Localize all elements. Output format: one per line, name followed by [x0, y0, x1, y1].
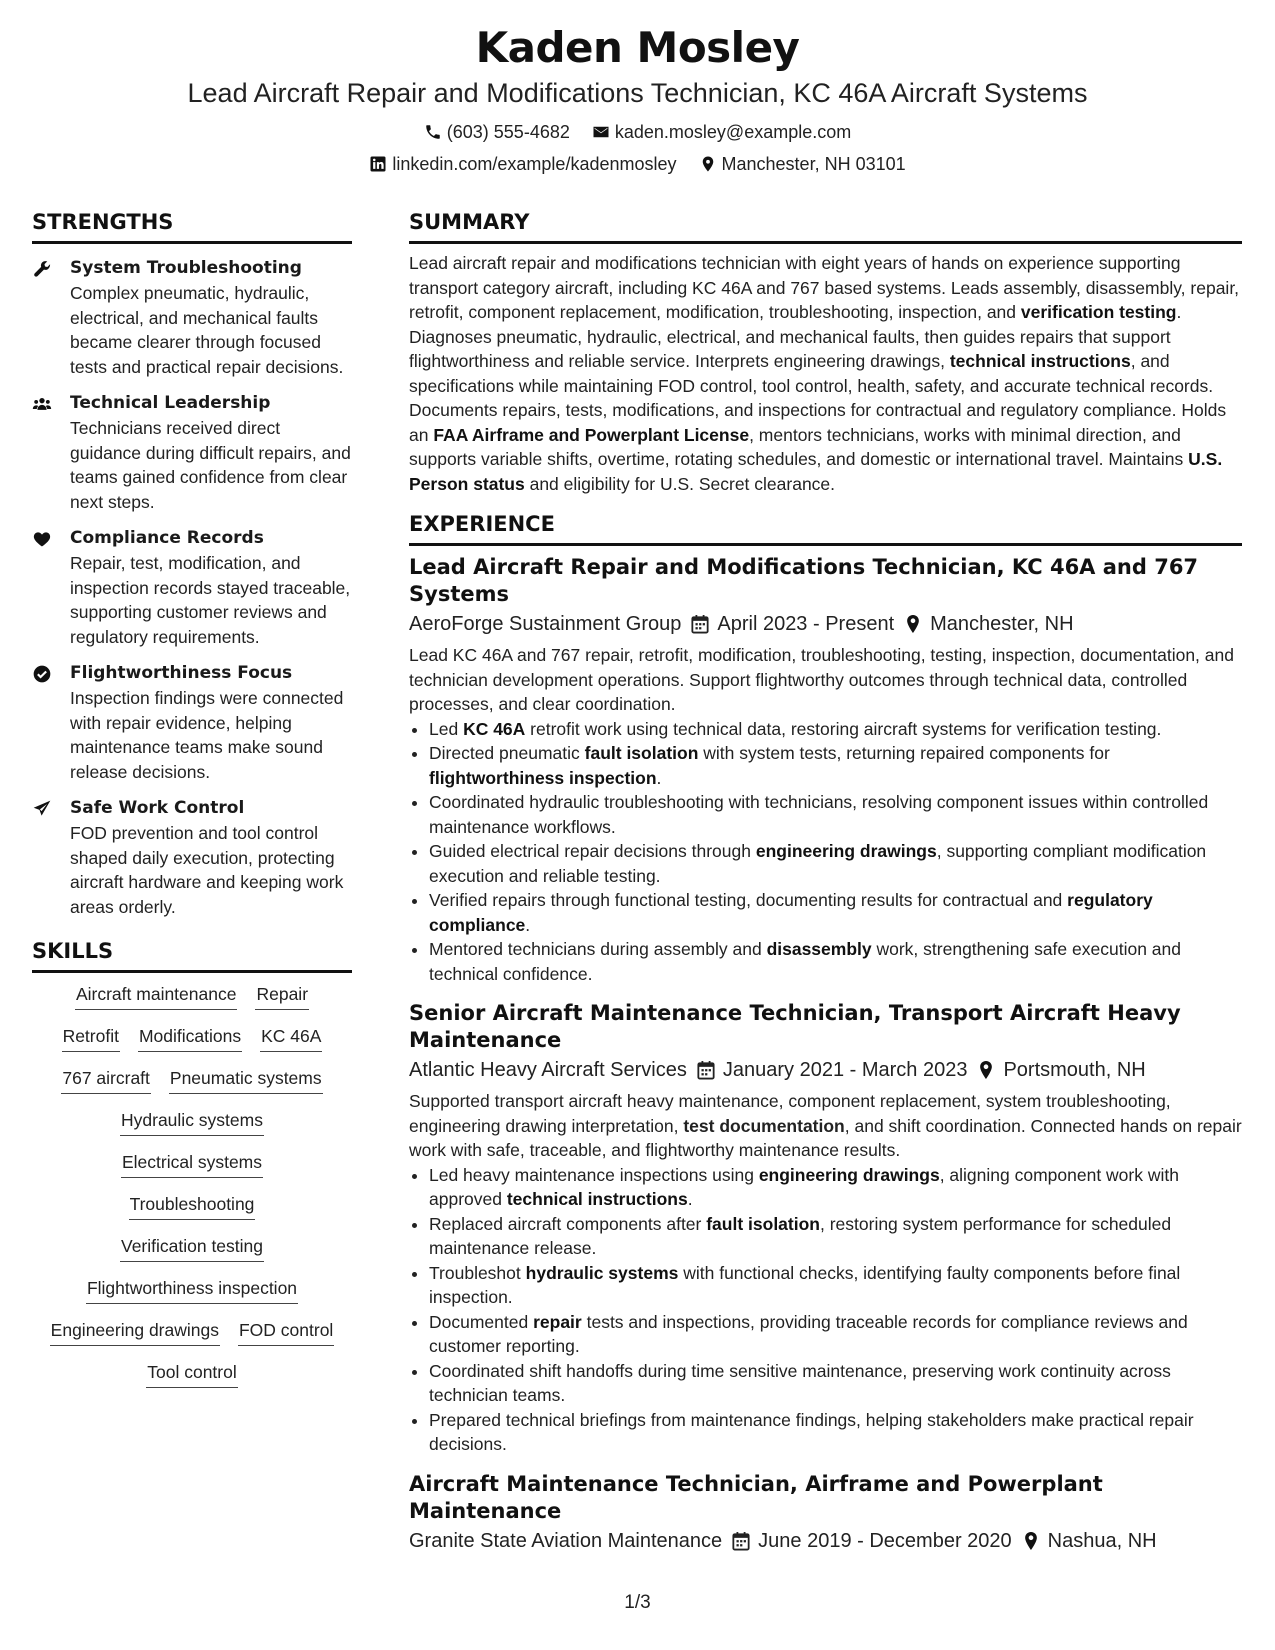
text-run: . — [656, 767, 662, 788]
wrench-icon — [32, 259, 52, 279]
map-marker-icon — [904, 614, 922, 634]
strength-item — [32, 256, 352, 379]
strength-desc: Technicians received direct guidance during difficult repairs, and teams gained confidence from clear next steps. — [70, 418, 351, 512]
skill-tag: FOD control — [238, 1317, 334, 1346]
job-dates-text: April 2023 - Present — [717, 613, 895, 635]
heart-icon — [32, 529, 52, 549]
job-bullet — [429, 1163, 1242, 1212]
job-bullet — [429, 741, 1242, 790]
contact-row-2 — [0, 148, 1275, 180]
skill-row — [32, 1233, 352, 1262]
job-entry — [409, 554, 1242, 986]
map-marker-icon — [1022, 1531, 1040, 1551]
bold-text: disassembly — [766, 939, 872, 959]
job-bullet — [429, 1310, 1242, 1359]
envelope-icon — [592, 123, 610, 141]
strength-title: Safe Work Control — [70, 798, 245, 818]
paper-plane-icon — [32, 799, 52, 819]
strength-title: Flightworthiness Focus — [70, 663, 293, 683]
text-run: and eligibility for U.S. Secret clearance. — [524, 473, 836, 494]
text-run: Troubleshot — [429, 1262, 526, 1283]
job-location — [904, 609, 1073, 639]
skill-row — [32, 981, 352, 1010]
page-number: 1/3 — [624, 1592, 651, 1613]
left-column — [32, 208, 352, 1401]
skill-tag: Flightworthiness inspection — [86, 1275, 298, 1304]
calendar-icon — [691, 614, 709, 634]
skill-tag: Aircraft maintenance — [75, 981, 238, 1010]
job-entry — [409, 1000, 1242, 1457]
location-contact — [699, 148, 906, 180]
job-title: Lead Aircraft Repair and Modifications Technician, KC 46A and 767 Systems — [409, 555, 1199, 606]
job-dates — [691, 609, 894, 639]
linkedin-icon — [369, 155, 387, 173]
bold-text: fault isolation — [584, 743, 699, 763]
strength-item — [32, 661, 352, 784]
email-text[interactable]: kaden.mosley@example.com — [614, 122, 852, 142]
text-run: Replaced aircraft components after — [429, 1213, 707, 1234]
job-location — [977, 1055, 1145, 1085]
text-run: . Diagnoses pneumatic, hydraulic, electrical, and mechanical faults, then guides repairs that support flightworthiness and reliable service. Interprets engineering drawings, — [409, 302, 1182, 371]
bold-text: fault isolation — [706, 1213, 820, 1234]
strength-item — [32, 391, 352, 514]
email-contact[interactable] — [592, 116, 851, 148]
job-description: Lead KC 46A and 767 repair, retrofit, modification, troubleshooting, testing, inspection, documentation, and technician development operations. Support flightworthy outcomes through technical data, controlled processes, and clear coordination. — [409, 645, 1234, 714]
skill-tag: Pneumatic systems — [169, 1065, 323, 1094]
bold-text: technical instructions — [949, 351, 1131, 371]
right-column — [409, 208, 1242, 1556]
skill-row — [32, 1275, 352, 1304]
calendar-icon — [732, 1531, 750, 1551]
bold-text: regulatory compliance — [429, 890, 1153, 935]
bold-text: U.S. Person status — [409, 449, 1223, 494]
calendar-icon — [697, 1060, 715, 1080]
skill-tag: Tool control — [146, 1359, 238, 1388]
skill-tag: 767 aircraft — [61, 1065, 151, 1094]
job-bullet — [429, 790, 1242, 839]
contact-row-1 — [0, 116, 1275, 148]
experience-heading: EXPERIENCE — [409, 510, 1242, 546]
text-run: , restoring system performance for scheduled maintenance release. — [429, 1213, 1172, 1258]
phone-text: (603) 555-4682 — [446, 122, 570, 142]
job-location — [1022, 1526, 1157, 1556]
job-company: Granite State Aviation Maintenance — [409, 1529, 723, 1552]
text-run: . — [687, 1189, 693, 1209]
job-location-text: Manchester, NH — [930, 613, 1074, 635]
summary-heading: SUMMARY — [409, 208, 1242, 244]
text-run: , supporting compliant modification execution and reliable testing. — [429, 841, 1207, 886]
skill-tag: Retrofit — [62, 1023, 120, 1052]
text-run: Led heavy maintenance inspections using — [429, 1164, 759, 1185]
skill-row — [32, 1191, 352, 1220]
text-run: Verified repairs through functional testing, documenting results for contractual and — [429, 890, 1068, 910]
job-meta — [409, 1526, 1242, 1556]
strength-desc: Complex pneumatic, hydraulic, electrical, and mechanical faults became clearer through focused tests and practical repair decisions. — [70, 283, 344, 377]
text-run: Prepared technical briefings from maintenance findings, helping stakeholders make practical repair decisions. — [429, 1409, 1194, 1454]
bold-text: technical instructions — [506, 1189, 688, 1209]
job-dates — [732, 1526, 1012, 1556]
skill-tag: Modifications — [138, 1023, 242, 1052]
bold-text: hydraulic systems — [525, 1262, 679, 1283]
job-bullet — [429, 888, 1242, 937]
text-run: with system tests, returning repaired components for — [698, 743, 1110, 763]
text-run: Coordinated shift handoffs during time sensitive maintenance, preserving work continuity across technician teams. — [429, 1360, 1171, 1405]
summary-text — [409, 251, 1242, 496]
job-bullet — [429, 1261, 1242, 1310]
strength-desc: Repair, test, modification, and inspection records stayed traceable, supporting customer reviews and regulatory requirements. — [70, 553, 351, 647]
text-run: retrofit work using technical data, restoring aircraft systems for verification testing. — [525, 718, 1162, 739]
strength-title: Compliance Records — [70, 528, 264, 548]
job-bullet — [429, 839, 1242, 888]
bold-text: engineering drawings — [758, 1164, 940, 1185]
check-circle-icon — [32, 664, 52, 684]
skill-tag: Verification testing — [120, 1233, 264, 1262]
text-run: Lead aircraft repair and modifications technician with eight years of hands on experience supporting transport category aircraft, including KC 46A and 767 based systems. Leads assembly, disassembly, repair, retrofit, component replacement, modification, troubleshooting, inspection, and — [409, 253, 1240, 322]
job-location-text: Portsmouth, NH — [1003, 1059, 1146, 1081]
job-meta — [409, 609, 1242, 639]
job-bullet — [429, 1212, 1242, 1261]
job-bullets — [409, 717, 1242, 987]
skill-tag: KC 46A — [260, 1023, 322, 1052]
job-bullet — [429, 717, 1242, 742]
strengths-list — [32, 256, 352, 919]
skills-list — [32, 981, 352, 1388]
skill-row — [32, 1317, 352, 1346]
bold-text: KC 46A — [463, 718, 526, 739]
resume-header — [0, 22, 1275, 180]
job-bullet — [429, 1359, 1242, 1408]
bold-text: FAA Airframe and Powerplant License — [433, 424, 750, 445]
text-run: . — [525, 914, 531, 935]
candidate-name: Kaden Mosley — [475, 23, 800, 72]
strength-desc: FOD prevention and tool control shaped daily execution, protecting aircraft hardware and keeping work areas orderly. — [70, 823, 344, 917]
text-run: , and specifications while maintaining FOD control, tool control, health, safety, and accurate technical records. Documents repairs, tests, modifications, and inspections for contractual and regulatory compliance. Holds an — [409, 351, 1227, 445]
skill-row — [32, 1359, 352, 1388]
strengths-heading: STRENGTHS — [32, 208, 352, 244]
linkedin-text[interactable]: linkedin.com/example/kadenmosley — [392, 154, 677, 174]
users-icon — [32, 394, 52, 414]
strength-title: Technical Leadership — [70, 393, 271, 413]
skills-heading: SKILLS — [32, 937, 352, 973]
bold-text: repair — [533, 1311, 582, 1332]
text-run: Supported transport aircraft heavy maintenance, component replacement, system troubleshooting, engineering drawing interpretation, — [409, 1091, 1171, 1136]
strength-desc: Inspection findings were connected with repair evidence, helping maintenance teams make sound release decisions. — [70, 688, 344, 782]
skill-tag: Engineering drawings — [50, 1317, 220, 1346]
text-run: Guided electrical repair decisions through — [429, 841, 756, 861]
job-bullet — [429, 1408, 1242, 1457]
skill-tag: Electrical systems — [121, 1149, 263, 1178]
job-bullets — [409, 1163, 1242, 1457]
candidate-title: Lead Aircraft Repair and Modifications Technician, KC 46A Aircraft Systems — [187, 78, 1088, 108]
strength-title: System Troubleshooting — [70, 258, 302, 278]
job-location-text: Nashua, NH — [1047, 1529, 1157, 1552]
bold-text: flightworthiness inspection — [429, 767, 657, 788]
text-run: Mentored technicians during assembly and — [429, 939, 767, 959]
job-dates — [697, 1055, 968, 1085]
job-entry — [409, 1471, 1242, 1556]
text-run: Documented — [429, 1311, 534, 1332]
skill-row — [32, 1107, 352, 1136]
map-marker-icon — [977, 1060, 995, 1080]
job-meta — [409, 1055, 1242, 1085]
job-company: AeroForge Sustainment Group — [409, 613, 682, 635]
phone-icon — [424, 123, 442, 141]
experience-list — [409, 554, 1242, 1556]
text-run: tests and inspections, providing traceable records for compliance reviews and customer reporting. — [429, 1311, 1188, 1356]
text-run: , and shift coordination. Connected hands on repair work with safe, traceable, and flightworthy maintenance results. — [409, 1115, 1242, 1160]
job-title: Senior Aircraft Maintenance Technician, Transport Aircraft Heavy Maintenance — [409, 1001, 1181, 1052]
bold-text: engineering drawings — [755, 841, 937, 861]
text-run: , mentors technicians, works with minimal direction, and supports variable shifts, overtime, rotating schedules, and domestic or international travel. Maintains — [409, 424, 1189, 469]
text-run: with functional checks, identifying faulty components before final inspection. — [429, 1262, 1181, 1307]
strength-item — [32, 526, 352, 649]
skill-row — [32, 1023, 352, 1052]
text-run: work, strengthening safe execution and technical confidence. — [429, 939, 1181, 984]
job-title: Aircraft Maintenance Technician, Airframe and Powerplant Maintenance — [409, 1471, 1103, 1523]
skill-tag: Hydraulic systems — [120, 1107, 264, 1136]
text-run: , aligning component work with approved — [429, 1164, 1179, 1209]
job-dates-text: June 2019 - December 2020 — [758, 1529, 1012, 1552]
text-run: Coordinated hydraulic troubleshooting with technicians, resolving component issues within controlled maintenance workflows. — [429, 792, 1209, 837]
strength-item — [32, 796, 352, 919]
text-run: Led — [429, 718, 464, 739]
location-text: Manchester, NH 03101 — [721, 154, 906, 174]
job-bullet — [429, 937, 1242, 986]
bold-text: verification testing — [1020, 302, 1177, 322]
job-company: Atlantic Heavy Aircraft Services — [409, 1059, 687, 1081]
job-description — [409, 1089, 1242, 1163]
skill-row — [32, 1149, 352, 1178]
linkedin-contact[interactable] — [369, 148, 676, 180]
skill-tag: Repair — [255, 981, 309, 1010]
job-dates-text: January 2021 - March 2023 — [722, 1059, 968, 1081]
phone-contact — [424, 116, 570, 148]
text-run: Directed pneumatic — [429, 743, 585, 763]
map-marker-icon — [699, 155, 717, 173]
skill-tag: Troubleshooting — [129, 1191, 256, 1220]
skill-row — [32, 1065, 352, 1094]
bold-text: test documentation — [683, 1115, 845, 1136]
